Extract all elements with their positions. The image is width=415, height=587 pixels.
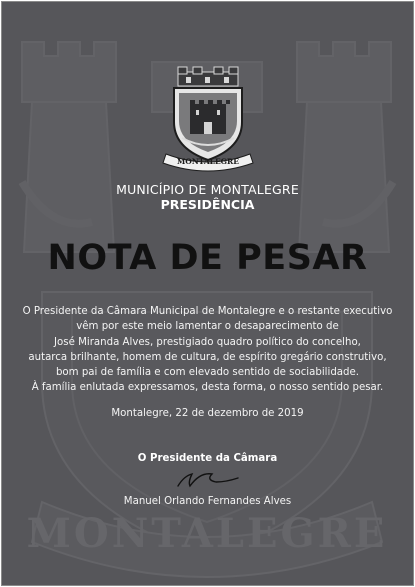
crest-banner-text: MONTALEGRE [176, 157, 240, 166]
signatory-role: O Presidente da Câmara [137, 453, 278, 464]
note-content [2, 2, 413, 585]
body-line: À família enlutada expressamos, desta forma, o nosso sentido pesar. [31, 382, 384, 394]
condolence-note-page [1, 1, 414, 586]
date-line: Montalegre, 22 de dezembro de 2019 [111, 408, 304, 419]
note-title: NOTA DE PESAR [47, 238, 368, 278]
department-name: PRESIDÊNCIA [160, 197, 255, 212]
signatory-name: Manuel Orlando Fernandes Alves [123, 496, 292, 507]
body-line: bom pai de família e com elevado sentido de sociabilidade. [55, 367, 360, 379]
handwritten-signature [172, 468, 242, 492]
watermark-banner-text: MONTALEGRE [26, 510, 388, 557]
body-line: O Presidente da Câmara Municipal de Montalegre e o restante executivo [22, 306, 393, 317]
note-body [20, 304, 395, 396]
body-line: José Miranda Alves, prestigiado quadro político do concelho, [54, 336, 361, 348]
organization-name: MUNICÍPIO DE MONTALEGRE [116, 182, 299, 197]
body-line: autarca brilhante, homem de cultura, de espírito gregário construtivo, [28, 351, 387, 363]
body-line: vêm por este meio lamentar o desaparecimento de [76, 321, 339, 333]
coat-of-arms-icon [160, 66, 256, 172]
